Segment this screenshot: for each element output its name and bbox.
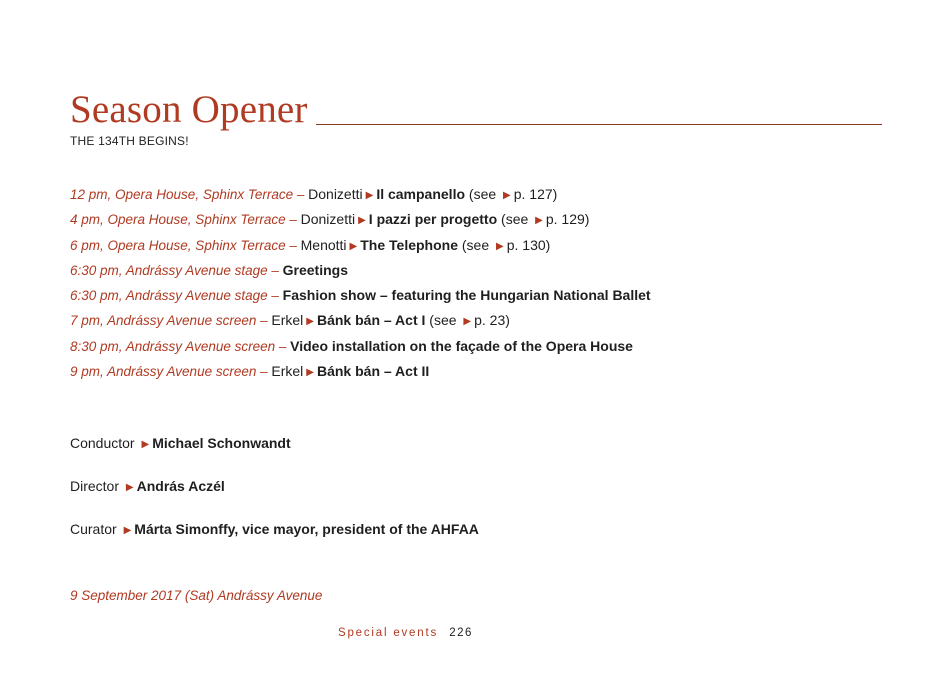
event-row xyxy=(70,359,870,384)
event-ref-open: (see xyxy=(465,186,497,202)
triangle-right-icon: ▶ xyxy=(349,240,358,252)
event-composer: Menotti xyxy=(300,236,347,253)
event-title: Bánk bán – Act I xyxy=(316,312,426,329)
event-time-venue: 9 pm, Andrássy Avenue screen – xyxy=(70,364,272,380)
page-header xyxy=(70,88,882,148)
event-title: Greetings xyxy=(282,261,348,278)
event-page-ref[interactable]: p. 127) xyxy=(513,186,558,202)
credits-list xyxy=(70,430,870,559)
page-number: 226 xyxy=(449,627,473,639)
event-page-ref[interactable]: p. 130) xyxy=(506,236,551,253)
credit-role: Director xyxy=(70,478,120,494)
event-row xyxy=(70,258,870,283)
credit-role: Conductor xyxy=(70,435,135,451)
event-row xyxy=(70,233,870,258)
event-time-venue: 7 pm, Andrássy Avenue screen – xyxy=(70,313,272,329)
event-time-venue: 6 pm, Opera House, Sphinx Terrace – xyxy=(70,237,301,253)
event-row xyxy=(70,308,870,333)
credit-role: Curator xyxy=(70,521,117,537)
date-line: 9 September 2017 (Sat) Andrássy Avenue xyxy=(70,588,323,603)
triangle-right-icon: ▶ xyxy=(141,439,150,450)
event-time-venue: 4 pm, Opera House, Sphinx Terrace – xyxy=(70,212,301,228)
event-title: Video installation on the façade of the Opera House xyxy=(290,337,633,354)
triangle-right-icon: ▶ xyxy=(535,215,543,227)
credit-row xyxy=(70,473,870,516)
event-ref-open: (see xyxy=(425,312,457,329)
page-title: Season Opener xyxy=(70,88,308,131)
event-page-ref[interactable]: p. 23) xyxy=(474,312,510,329)
event-time-venue: 6:30 pm, Andrássy Avenue stage – xyxy=(70,262,283,278)
page-footer xyxy=(338,627,473,639)
event-title: I pazzi per progetto xyxy=(368,211,498,228)
title-row xyxy=(70,88,882,132)
event-row xyxy=(70,207,870,232)
credit-name: Michael Schonwandt xyxy=(152,435,291,451)
event-composer: Donizetti xyxy=(308,186,363,202)
credit-row xyxy=(70,516,870,559)
triangle-right-icon: ▶ xyxy=(306,316,314,328)
event-time-venue: 12 pm, Opera House, Sphinx Terrace – xyxy=(70,187,309,202)
event-ref-open: (see xyxy=(497,211,529,228)
footer-section-label: Special events xyxy=(338,627,438,639)
event-title: The Telephone xyxy=(360,236,458,253)
event-composer: Erkel xyxy=(271,312,304,329)
title-rule xyxy=(316,124,882,125)
event-title: Bánk bán – Act II xyxy=(316,363,430,380)
credit-name: András Aczél xyxy=(136,478,225,494)
credit-row xyxy=(70,430,870,473)
event-title: Fashion show – featuring the Hungarian National Ballet xyxy=(282,287,651,304)
event-composer: Donizetti xyxy=(300,211,356,228)
triangle-right-icon: ▶ xyxy=(365,190,374,201)
triangle-right-icon: ▶ xyxy=(496,240,504,252)
triangle-right-icon: ▶ xyxy=(358,215,366,227)
event-page-ref[interactable]: p. 129) xyxy=(545,211,590,228)
event-row xyxy=(70,334,870,359)
event-row xyxy=(70,283,870,308)
event-time-venue: 6:30 pm, Andrássy Avenue stage – xyxy=(70,288,283,304)
event-ref-open: (see xyxy=(458,236,490,253)
credit-name: Márta Simonffy, vice mayor, president of the AHFAA xyxy=(134,521,479,537)
triangle-right-icon: ▶ xyxy=(306,367,314,379)
triangle-right-icon: ▶ xyxy=(463,316,472,328)
event-list xyxy=(70,182,870,384)
triangle-right-icon: ▶ xyxy=(503,190,511,201)
page-subtitle: THE 134TH BEGINS! xyxy=(70,134,189,148)
triangle-right-icon: ▶ xyxy=(123,525,132,536)
event-composer: Erkel xyxy=(271,363,304,380)
event-title: Il campanello xyxy=(376,186,466,202)
triangle-right-icon: ▶ xyxy=(125,482,134,493)
event-time-venue: 8:30 pm, Andrássy Avenue screen – xyxy=(70,338,291,354)
event-row xyxy=(70,182,870,207)
